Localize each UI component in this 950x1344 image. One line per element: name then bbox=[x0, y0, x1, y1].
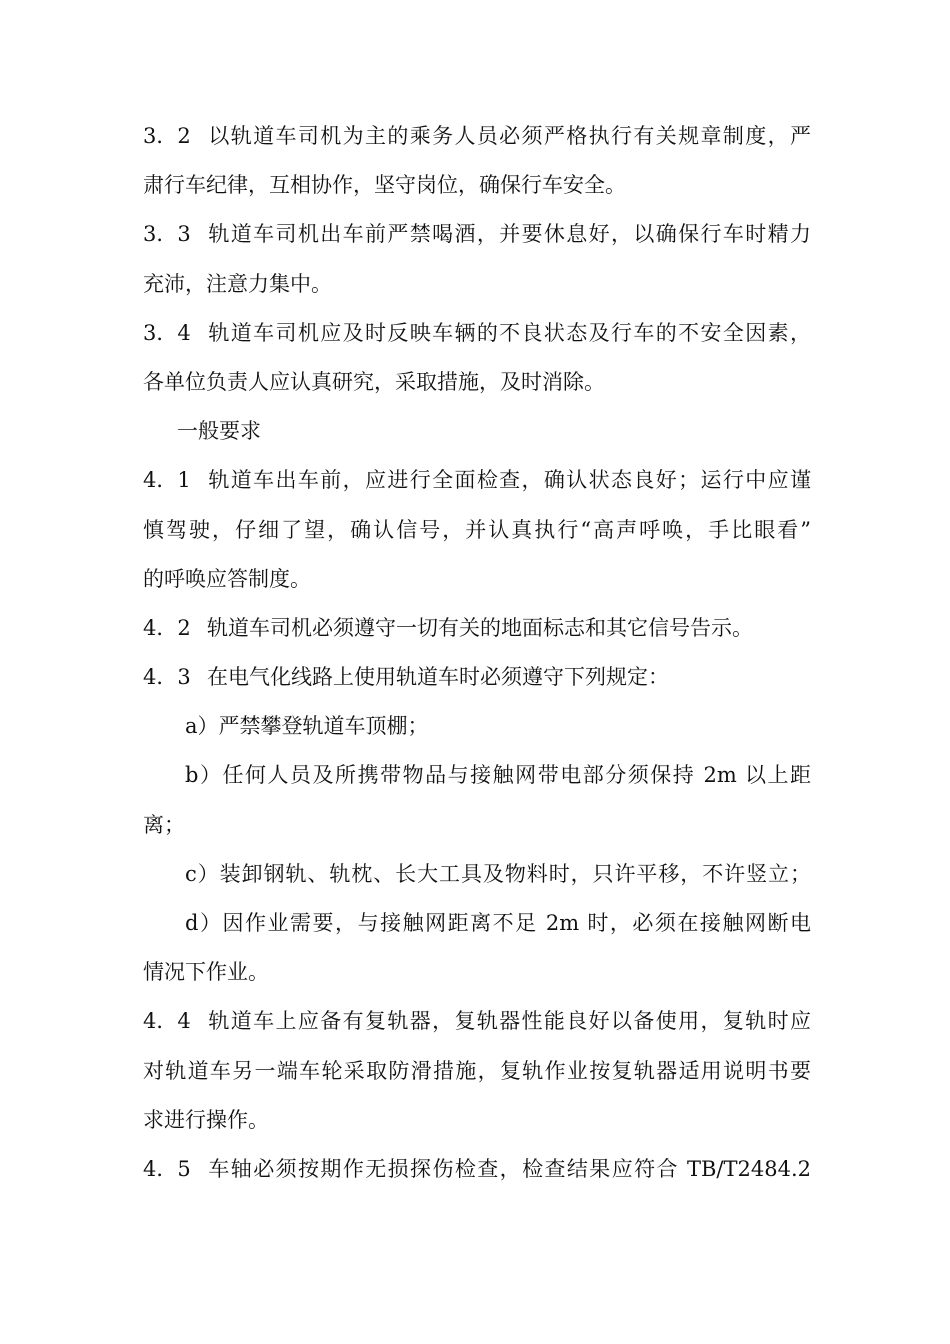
section-heading bbox=[143, 407, 811, 456]
clause-text: 轨道车上应备有复轨器，复轨器性能良好以备使用，复轨时应 bbox=[207, 1009, 811, 1034]
list-item-text: a）严禁攀登轨道车顶棚； bbox=[185, 714, 429, 739]
clause-number: 3．4 bbox=[143, 320, 191, 345]
clause-3-2-line-2 bbox=[143, 161, 811, 210]
document-body bbox=[143, 112, 811, 1194]
clause-text: 肃行车纪律，互相协作，坚守岗位，确保行车安全。 bbox=[143, 173, 626, 198]
clause-number: 3．3 bbox=[143, 222, 191, 247]
clause-4-1-line-1 bbox=[143, 456, 811, 505]
clause-text: 在电气化线路上使用轨道车时必须遵守下列规定： bbox=[207, 665, 669, 690]
clause-3-4-line-1 bbox=[143, 309, 811, 358]
clause-text: 对轨道车另一端车轮采取防滑措施，复轨作业按复轨器适用说明书要 bbox=[143, 1058, 811, 1083]
list-item-c bbox=[143, 850, 811, 899]
clause-text: 轨道车司机必须遵守一切有关的地面标志和其它信号告示。 bbox=[207, 615, 753, 640]
clause-3-3-line-2 bbox=[143, 260, 811, 309]
clause-4-1-line-3 bbox=[143, 555, 811, 604]
clause-text: 求进行操作。 bbox=[143, 1107, 269, 1132]
list-item-b-line-2 bbox=[143, 801, 811, 850]
clause-text: 充沛，注意力集中。 bbox=[143, 271, 332, 296]
clause-text: 的呼唤应答制度。 bbox=[143, 566, 311, 591]
clause-text: 各单位负责人应认真研究，采取措施，及时消除。 bbox=[143, 369, 605, 394]
clause-text: 轨道车司机应及时反映车辆的不良状态及行车的不安全因素， bbox=[207, 320, 811, 345]
list-item-text: c）装卸钢轨、轨枕、长大工具及物料时，只许平移，不许竖立； bbox=[185, 861, 811, 886]
clause-number: 4．1 bbox=[143, 468, 191, 493]
list-item-d-line-1 bbox=[143, 899, 811, 948]
list-item-text: d）因作业需要，与接触网距离不足 2m 时，必须在接触网断电 bbox=[185, 911, 811, 935]
list-item-text: 离； bbox=[143, 812, 185, 837]
clause-4-4-line-1 bbox=[143, 997, 811, 1046]
clause-4-4-line-3 bbox=[143, 1096, 811, 1145]
clause-4-2-line-1 bbox=[143, 604, 811, 653]
clause-number: 4．5 bbox=[143, 1156, 191, 1181]
list-item-d-line-2 bbox=[143, 948, 811, 997]
clause-4-5-line-1 bbox=[143, 1145, 811, 1194]
clause-text: 慎驾驶，仔细了望，确认信号，并认真执行“高声呼唤，手比眼看” bbox=[143, 517, 811, 542]
list-item-text: 情况下作业。 bbox=[143, 960, 269, 985]
clause-number: 3．2 bbox=[143, 124, 191, 148]
section-heading-text: 一般要求 bbox=[177, 419, 261, 444]
list-item-b-line-1 bbox=[143, 751, 811, 800]
clause-3-3-line-1 bbox=[143, 210, 811, 259]
clause-number: 4．2 bbox=[143, 615, 191, 640]
clause-text: 以轨道车司机为主的乘务人员必须严格执行有关规章制度，严 bbox=[207, 124, 811, 148]
clause-text: 轨道车司机出车前严禁喝酒，并要休息好，以确保行车时精力 bbox=[207, 222, 811, 247]
clause-4-4-line-2 bbox=[143, 1047, 811, 1096]
clause-3-2-line-1 bbox=[143, 112, 811, 161]
clause-text: 轨道车出车前，应进行全面检查，确认状态良好；运行中应谨 bbox=[207, 468, 811, 493]
clause-4-1-line-2 bbox=[143, 506, 811, 555]
list-item-a bbox=[143, 702, 811, 751]
clause-3-4-line-2 bbox=[143, 358, 811, 407]
clause-4-3-line-1 bbox=[143, 653, 811, 702]
clause-text: 车轴必须按期作无损探伤检查，检查结果应符合 TB/T2484.2 bbox=[207, 1156, 811, 1181]
clause-number: 4．4 bbox=[143, 1009, 191, 1034]
list-item-text: b）任何人员及所携带物品与接触网带电部分须保持 2m 以上距 bbox=[185, 763, 811, 788]
clause-number: 4．3 bbox=[143, 665, 191, 690]
